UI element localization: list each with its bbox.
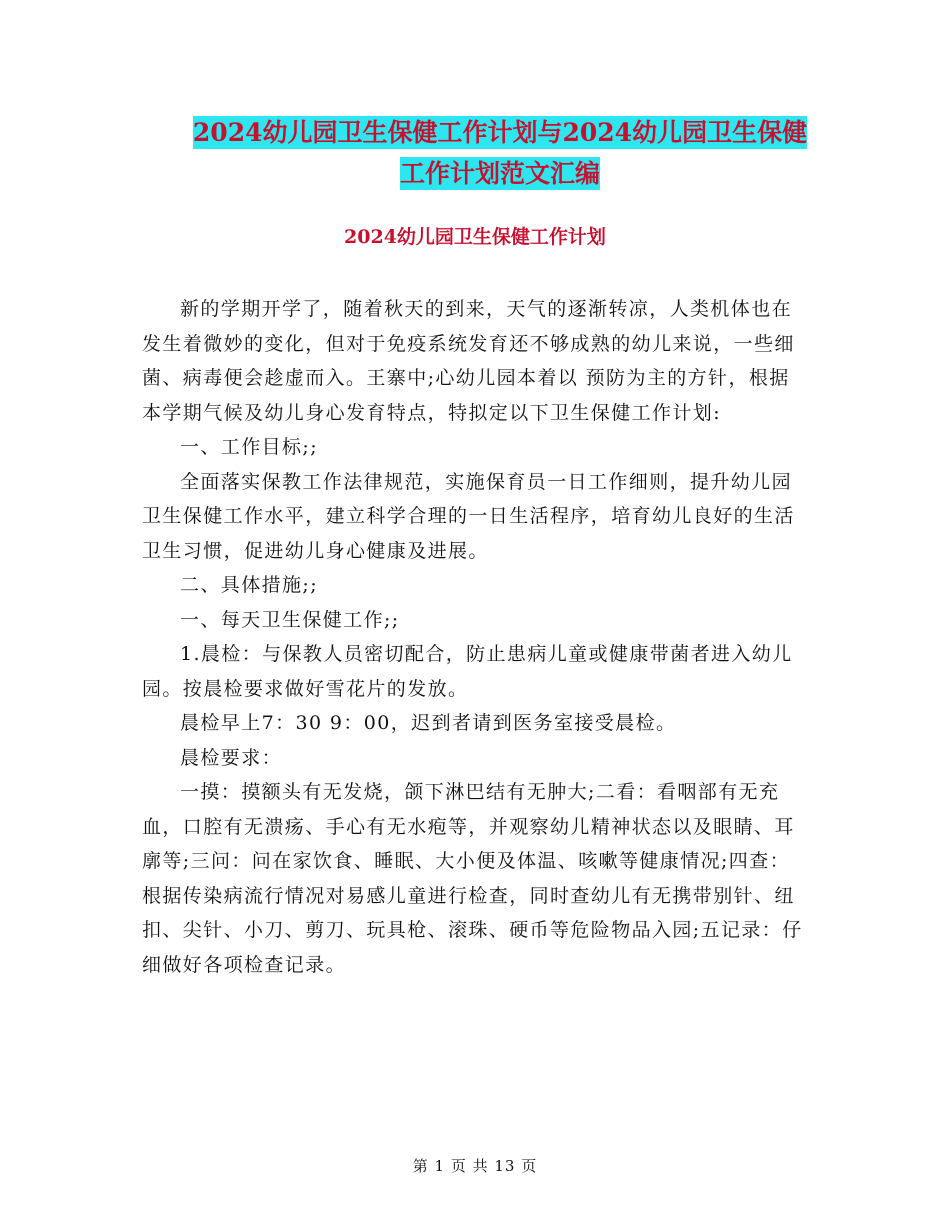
document-body [142, 292, 810, 982]
paragraph-morning-check: 1.晨检：与保教人员密切配合，防止患病儿童或健康带菌者进入幼儿园。按晨检要求做好雪花片的发放。 [142, 643, 793, 700]
title-line-1: 2024幼儿园卫生保健工作计划与2024幼儿园卫生保健 [192, 118, 808, 147]
paragraph-heading-goals: 一、工作目标;; [180, 436, 319, 458]
paragraph-check-time: 晨检早上7：30 9：00，迟到者请到医务室接受晨检。 [180, 712, 677, 734]
paragraph-intro: 新的学期开学了，随着秋天的到来，天气的逐渐转凉，人类机体也在发生着微妙的变化，但对于免疫系统发育还不够成熟的幼儿来说，一些细菌、病毒便会趁虚而入。王寨中;心幼儿园本着以 预防为主的方针，根据本学期气候及幼儿身心发育特点，特拟定以下卫生保健工作计划: [142, 298, 795, 424]
paragraph-check-requirements-heading: 晨检要求： [180, 746, 283, 769]
paragraph-heading-daily: 一、每天卫生保健工作;; [180, 608, 400, 631]
page-footer: 第 1 页 共 13 页 [412, 1157, 538, 1175]
paragraph-check-requirements: 一摸：摸额头有无发烧，颌下淋巴结有无肿大;二看：看咽部有无充血，口腔有无溃疡、手心有无水疱等，并观察幼儿精神状态以及眼睛、耳廓等;三问：问在家饮食、睡眠、大小便及体温、咳嗽等健康情况;四查：根据传染病流行情况对易感儿童进行检查，同时查幼儿有无携带别针、纽扣、尖针、小刀、剪刀、玩具枪、滚珠、硬币等危险物品入园;五记录：仔细做好各项检查记录。 [142, 781, 803, 976]
document-title [130, 112, 870, 194]
title-line-2: 工作计划范文汇编 [399, 159, 600, 188]
paragraph-heading-measures: 二、具体措施;; [180, 574, 319, 596]
paragraph-goals: 全面落实保教工作法律规范，实施保育员一日工作细则，提升幼儿园卫生保健工作水平，建立科学合理的一日生活程序，培育幼儿良好的生活卫生习惯，促进幼儿身心健康及进展。 [142, 470, 795, 562]
section-title: 2024幼儿园卫生保健工作计划 [344, 226, 606, 248]
